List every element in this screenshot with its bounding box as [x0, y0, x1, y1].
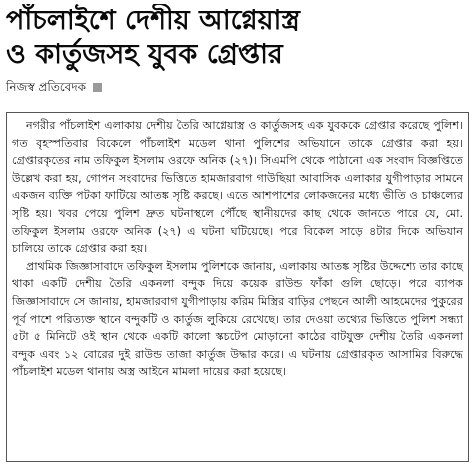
- byline-row: [6, 78, 469, 96]
- headline-line-2: ও কার্তুজসহ যুবক গ্রেপ্তার: [6, 39, 283, 70]
- headline-line-1: পাঁচলাইশে দেশীয় আগ্নেয়াস্ত্র: [6, 5, 300, 36]
- article-paragraph-1: নগরীর পাঁচলাইশ এলাকায় দেশীয় তৈরি আগ্নেয়াস্ত্র ও কার্তুজসহ এক যুবককে গ্রেপ্তার করেছে পুলিশ। গত বৃহস্পতিবার বিকেলে পাঁচলাইশ মডেল থানা পুলিশের অভিযানে তাকে গ্রেপ্তার করা হয়। গ্রেপ্তারকৃতের নাম তফিকুল ইসলাম ওরফে অনিক (২৭)। সিএমপি থেকে পাঠানো এক সংবাদ বিজ্ঞপ্তিতে উল্লেখ করা হয়, গোপন সংবাদের ভিত্তিতে হামজারবাগ গাউছিয়া আবাসিক এলাকার যুগীপাড়ার সামনে একজন ব্যক্তি পটকা ফাটিয়ে আতঙ্ক সৃষ্টি করছে। এতে আশপাশের লোকজনের মধ্যে ভীতি ও চাঞ্চল্যের সৃষ্টি হয়। খবর পেয়ে পুলিশ দ্রুত ঘটনাস্থলে পৌঁছে স্থানীয়দের কাছ থেকে জানতে পারে যে, মো. তফিকুল ইসলাম ওরফে অনিক (২৭) এ ঘটনা ঘটিয়েছে। পরে বিকেল সাড়ে ৪টার দিকে অভিযান চালিয়ে তাকে গ্রেপ্তার করা হয়।: [12, 119, 463, 256]
- byline: নিজস্ব প্রতিবেদক: [6, 80, 87, 94]
- article-paragraph-2: প্রাথমিক জিজ্ঞাসাবাদে তফিকুল ইসলাম পুলিশকে জানায়, এলাকায় আতঙ্ক সৃষ্টির উদ্দেশ্যে তার কাছে থাকা একটি দেশীয় তৈরি একনলা বন্দুক দিয়ে কয়েক রাউন্ড ফাঁকা গুলি ছোড়ে। পরে ব্যাপক জিজ্ঞাসাবাদে সে জানায়, হামজারবাগ যুগীপাড়ায় করিম মিস্ত্রির বাড়ির পেছনে আলী আহমেদের পুকুরের পূর্ব পাশে পরিত্যক্ত স্থানে বন্দুকটি ও কার্তুজ লুকিয়ে রেখেছে। তার দেওয়া তথ্যের ভিত্তিতে পুলিশ সন্ধ্যা ৫টা ৫ মিনিটে ওই স্থান থেকে একটি কালো স্কচটেপ মোড়ানো কাঠের বাটযুক্ত দেশীয় তৈরি একনলা বন্দুক এবং ১২ বোরের দুই রাউন্ড তাজা কার্তুজ উদ্ধার করে। এ ঘটনায় গ্রেপ্তারকৃত আসামির বিরুদ্ধে পাঁচলাইশ মডেল থানায় অস্ত্র আইনে মামলা দায়ের করা হয়েছে।: [12, 259, 463, 379]
- article-body: [6, 112, 469, 462]
- byline-square-icon: [93, 83, 102, 92]
